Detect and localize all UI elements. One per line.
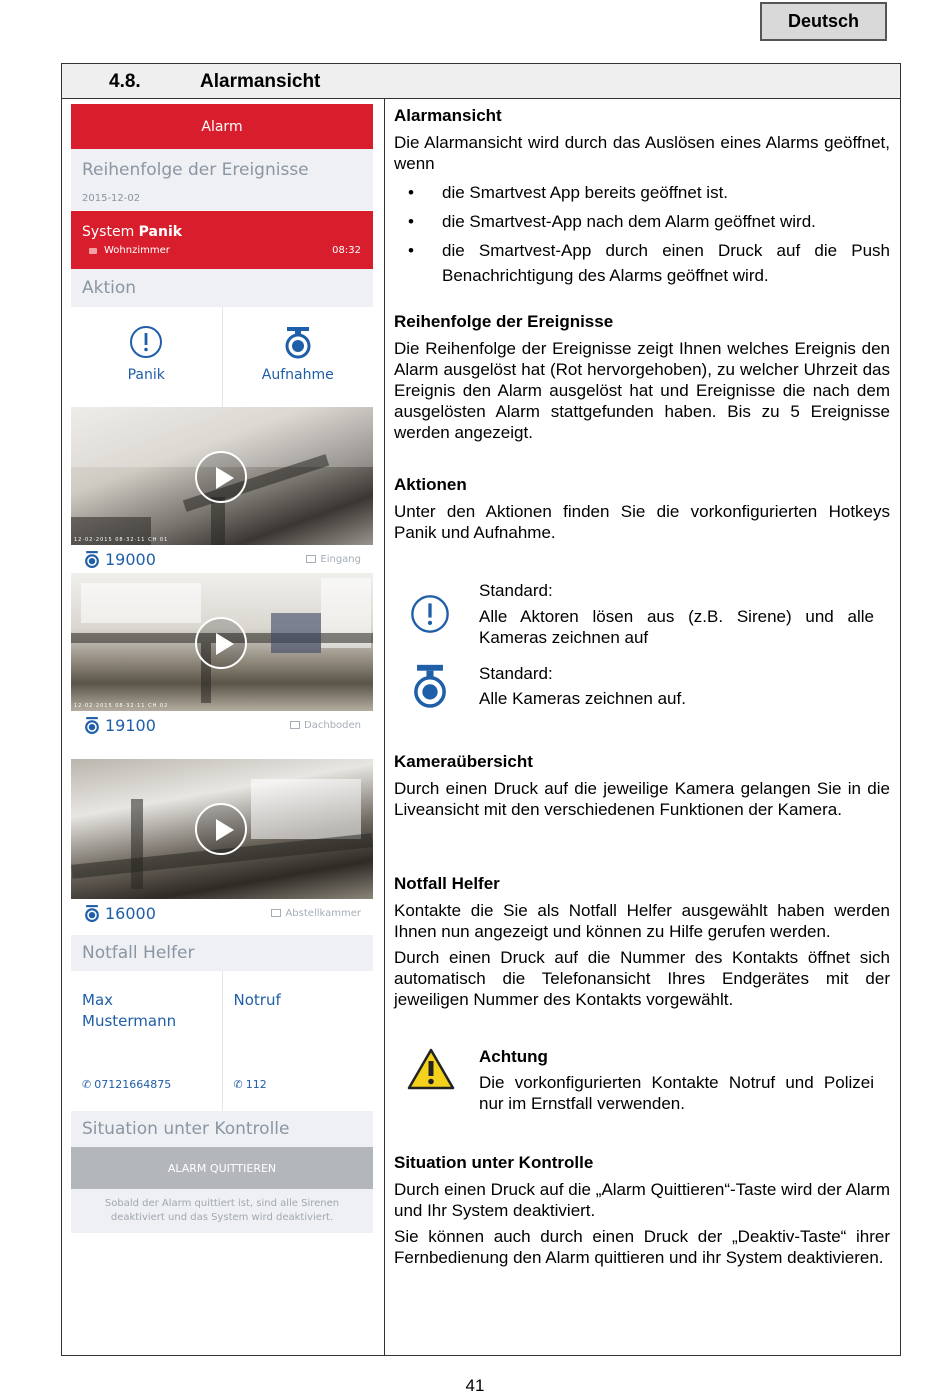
section-header — [62, 64, 900, 99]
contact-card[interactable] — [71, 971, 222, 1111]
section-title: Alarmansicht — [200, 71, 321, 92]
reihenfolge-block — [394, 311, 890, 443]
play-icon[interactable] — [195, 617, 247, 669]
hotkey-row — [71, 307, 373, 407]
camera-caption — [71, 899, 373, 927]
warning-text: Die vorkonfigurierten Kontakte Notruf und Polizei nur im Ernstfall verwenden. — [479, 1073, 874, 1113]
heading: Alarmansicht — [394, 106, 502, 125]
situation-header: Situation unter Kontrolle — [71, 1111, 373, 1147]
warning-icon — [406, 1047, 456, 1091]
camera-caption — [71, 711, 373, 739]
heading: Situation unter Kontrolle — [394, 1153, 594, 1172]
room-icon — [306, 555, 316, 563]
action-header: Aktion — [71, 269, 373, 307]
play-icon[interactable] — [195, 451, 247, 503]
event-date: 2015-12-02 — [71, 190, 373, 210]
event-room: Wohnzimmer — [104, 245, 170, 256]
phone-icon: ✆ — [233, 1078, 243, 1091]
column-divider — [384, 99, 385, 1355]
room-icon — [290, 721, 300, 729]
camera-timestamp: 12·02·2015 08·32·11 CH 01 — [74, 537, 169, 543]
camera-icon — [410, 662, 450, 710]
event-time: 08:32 — [332, 245, 361, 256]
acknowledge-note: Sobald der Alarm quittiert ist, sind alle Sirenen deaktiviert und das System wird deaktiviert. — [71, 1189, 373, 1233]
alert-circle-icon — [129, 325, 163, 359]
aktionen-block — [394, 474, 890, 543]
panic-hotkey[interactable] — [71, 307, 222, 407]
contact-phone[interactable]: ✆ 112 — [233, 1078, 267, 1091]
phone-icon: ✆ — [82, 1078, 92, 1091]
play-icon[interactable] — [195, 803, 247, 855]
contact-name: Notruf — [233, 991, 281, 1009]
record-label: Aufnahme — [261, 367, 334, 383]
heading: Kameraübersicht — [394, 752, 533, 771]
camera-thumbnail[interactable] — [71, 407, 373, 545]
paragraph: Sie können auch durch einen Druck der „Deaktiv-Taste“ ihrer Fernbedienung den Alarm quittieren und ihr System deaktivieren. — [394, 1227, 890, 1267]
event-title: System Panik — [82, 224, 183, 240]
event-sequence-header: Reihenfolge der Ereignisse — [71, 149, 373, 190]
notfall-block — [394, 873, 890, 1010]
camera-thumbnail[interactable] — [71, 573, 373, 711]
camera-location: Eingang — [306, 554, 361, 565]
room-icon — [89, 248, 97, 254]
alarmansicht-block — [394, 105, 890, 292]
heading: Aktionen — [394, 475, 467, 494]
kamera-block — [394, 751, 890, 820]
paragraph: Die Reihenfolge der Ereignisse zeigt Ihnen welches Ereignis den Alarm ausgelöst hat (Rot hervorgehoben), zu welcher Uhrzeit das Ereignis den Alarm ausgelöst hat und Ereignisse die nach dem ausgelösten Alarm stattgefunden haben. Bis zu 5 Ereignisse werden angezeigt. — [394, 339, 890, 442]
app-screenshot — [71, 104, 373, 1233]
camera-icon — [83, 716, 101, 734]
acknowledge-alarm-button[interactable]: ALARM QUITTIEREN — [71, 1147, 373, 1189]
record-description: Alle Kameras zeichnen auf. — [479, 689, 686, 708]
camera-location: Dachboden — [290, 720, 361, 731]
record-hotkey[interactable] — [222, 307, 374, 407]
spacer — [71, 927, 373, 935]
emergency-helper-header: Notfall Helfer — [71, 935, 373, 971]
paragraph: Kontakte die Sie als Notfall Helfer ausgewählt haben werden Ihnen nun angezeigt und können zu Hilfe gerufen werden. — [394, 901, 890, 941]
language-tab: Deutsch — [760, 2, 887, 41]
alarm-title-bar: Alarm — [71, 104, 373, 149]
panic-description: Alle Aktoren lösen aus (z.B. Sirene) und alle Kameras zeichnen auf — [479, 607, 874, 647]
warning-heading: Achtung — [479, 1047, 548, 1066]
room-icon — [271, 909, 281, 917]
paragraph: Durch einen Druck auf die „Alarm Quittieren“-Taste wird der Alarm und Ihr System deaktiviert. — [394, 1180, 890, 1220]
paragraph: Die Alarmansicht wird durch das Auslösen eines Alarms geöffnet, wenn — [394, 133, 890, 173]
paragraph: Durch einen Druck auf die jeweilige Kamera gelangen Sie in die Liveansicht mit den verschiedenen Funktionen der Kamera. — [394, 779, 890, 819]
record-label: Standard: — [479, 664, 553, 683]
heading: Notfall Helfer — [394, 874, 500, 893]
camera-id: 19000 — [83, 550, 156, 569]
camera-caption — [71, 545, 373, 573]
bullet-item: • die Smartvest-App durch einen Druck auf die Push Benachrichtigung des Alarms geöffnet wird. — [394, 238, 890, 288]
contact-card[interactable] — [222, 971, 374, 1111]
camera-id: 19100 — [83, 716, 156, 735]
paragraph: Unter den Aktionen finden Sie die vorkonfigurierten Hotkeys Panik und Aufnahme. — [394, 502, 890, 542]
panic-label: Panik — [127, 367, 165, 383]
bullet-item: • die Smartvest-App nach dem Alarm geöffnet wird. — [394, 209, 890, 234]
camera-location: Abstellkammer — [271, 908, 361, 919]
camera-icon — [83, 550, 101, 568]
camera-thumbnail[interactable] — [71, 759, 373, 899]
situation-block — [394, 1152, 890, 1268]
bullet-list — [394, 180, 890, 288]
event-row[interactable] — [71, 211, 373, 269]
section-number: 4.8. — [109, 71, 141, 92]
spacer — [71, 739, 373, 759]
contact-row — [71, 971, 373, 1111]
camera-icon — [281, 325, 315, 359]
bullet-item: • die Smartvest App bereits geöffnet ist. — [394, 180, 890, 205]
camera-id: 16000 — [83, 904, 156, 923]
paragraph: Durch einen Druck auf die Nummer des Kontakts öffnet sich automatisch die Telefonansicht Ihres Endgerätes mit der jeweiligen Nummer des Kontakts vorgewählt. — [394, 948, 890, 1009]
camera-timestamp: 12·02·2015 08·32·11 CH 02 — [74, 703, 169, 709]
contact-name: Max Mustermann — [82, 991, 177, 1030]
page-number: 41 — [465, 1376, 485, 1395]
contact-phone[interactable]: ✆ 07121664875 — [82, 1078, 172, 1091]
alert-circle-icon — [410, 594, 450, 634]
panic-label: Standard: — [479, 581, 553, 600]
heading: Reihenfolge der Ereignisse — [394, 312, 614, 331]
camera-icon — [83, 904, 101, 922]
